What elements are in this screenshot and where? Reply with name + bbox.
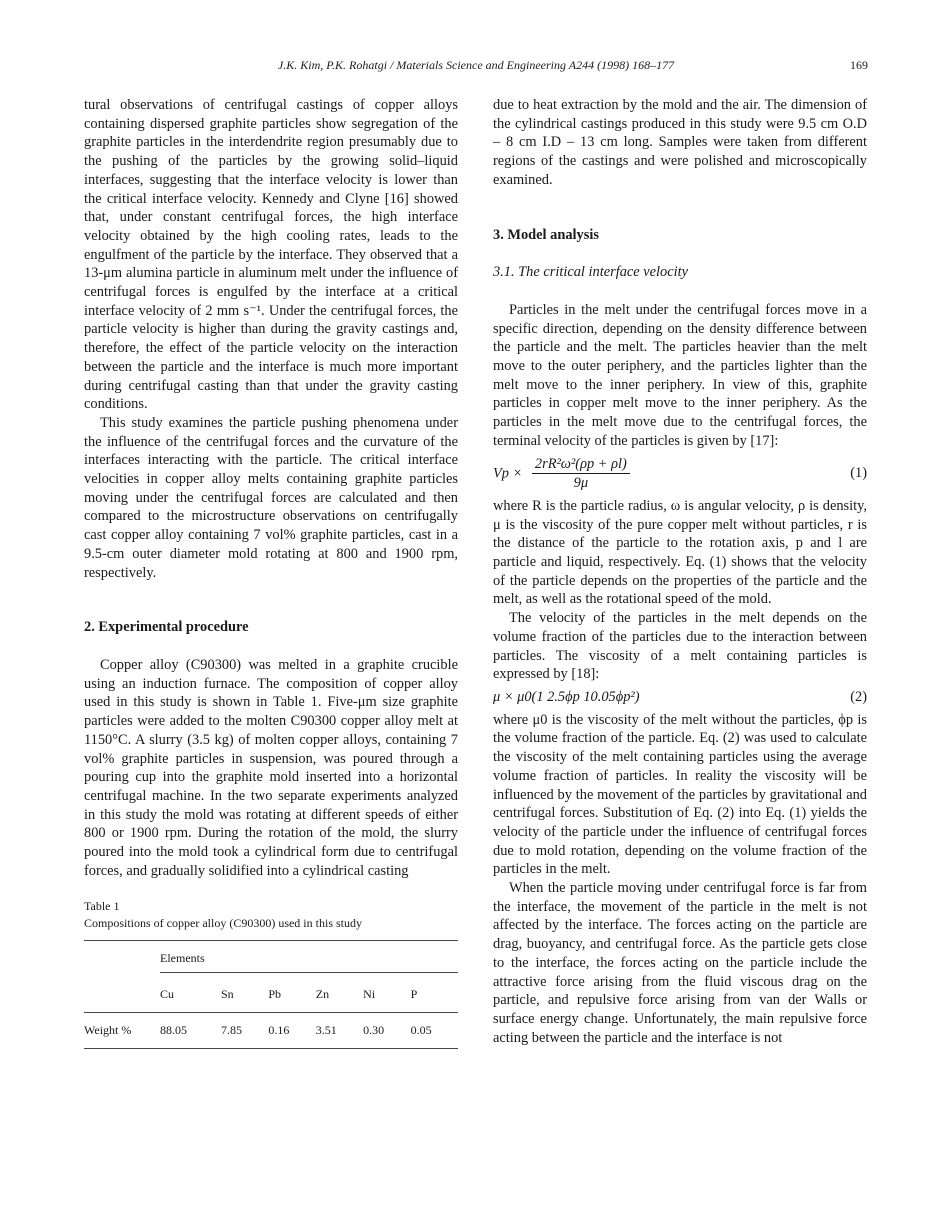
left-column [84, 96, 458, 1049]
composition-table [84, 940, 458, 1048]
equation-number: (2) [850, 688, 867, 705]
table-cell: 7.85 [221, 1012, 268, 1048]
paragraph: where μ0 is the viscosity of the melt without the particles, ϕp is the volume fraction of the particle. Eq. (2) was used to calculate the viscosity of the melt containing particles using the average volume fraction of particles. In reality the viscosity will be influenced by the movement of the particles by gravitational and centrifugal forces. Substitution of Eq. (2) into Eq. (1) yields the velocity of the particle under the influence of centrifugal forces due to mold rotation, depending on the volume fraction of the particles in the melt. [493, 711, 867, 878]
page-header [84, 58, 868, 78]
table-col-header: Sn [221, 973, 268, 1013]
paragraph: Copper alloy (C90300) was melted in a graphite crucible using an induction furnace. The composition of copper alloy used in this study is shown in Table 1. Five-μm size graphite particles were added to the molten C90300 copper alloy melt at 1150°C. A slurry (3.5 kg) of molten copper alloys, containing 7 vol% graphite particles in suspension, was poured through a pouring cup into the graphite mold inserted into a horizontal centrifugal machine. In the two separate experiments analyzed in this study the mold was rotating at different speeds of either 800 or 1900 rpm. During the rotation of the mold, the slurry poured into the mold took a cylindrical form due to centrifugal forces, and gradually solidified into a cylindrical casting [84, 656, 458, 879]
table-col-header: Pb [268, 973, 315, 1013]
table-group-header: Elements [160, 941, 458, 973]
table-col-header: Cu [160, 973, 221, 1013]
paragraph: When the particle moving under centrifugal force is far from the interface, the movement of the particle in the melt is not affected by the interface. The forces acting on the particle are drag, buoyancy, and centrifugal force. As the particle gets close to the interface, the forces acting on the particle include the attractive force arising from the fluid viscous drag on the particle, and repulsive force arising from van der Walls or surface energy change. Unfortunately, the main repulsive force acting between the particle and the interface is not [493, 880, 867, 1046]
equation-body: μ × μ0(1 2.5ϕp 10.05ϕp²) [493, 688, 640, 705]
equation-numerator: 2rR²ω²(ρp + ρl) [532, 455, 630, 475]
equation-2 [493, 688, 867, 707]
equation-lhs: Vp × [493, 465, 523, 482]
table-col-header: P [411, 973, 458, 1013]
table-cell: 0.16 [268, 1012, 315, 1048]
table-row-label: Weight % [84, 1012, 160, 1048]
paragraph: tural observations of centrifugal castings of copper alloys containing dispersed graphite particles show segregation of the graphite particles in the interdendrite region presumably due to the pushing of the particles by the growing solid–liquid interfaces, suggesting that the interface velocity is lower than the critical interface velocity. Kennedy and Clyne [16] showed that, under constant centrifugal forces, the high interface velocity obtained by the high cooling rates, leads to the engulfment of the particle by the interface. They observed that a 13-μm alumina particle in aluminum melt under the influence of centrifugal forces is engulfed by the interface at a critical interface velocity of 2 mm s⁻¹. Under the centrifugal forces, the particle velocity is higher than during the gravity castings and, therefore, the effect of the particle velocity on the interaction between the particle and the interface is much more important during centrifugal casting than that under the gravity casting conditions. [84, 97, 458, 413]
equation-1 [493, 455, 867, 493]
equation-denominator: 9μ [573, 475, 589, 492]
table-cell: 0.05 [411, 1012, 458, 1048]
paragraph: The velocity of the particles in the melt depends on the volume fraction of the particles due to the interaction between particles. The viscosity of a melt containing particles is expressed by [18]: [493, 610, 867, 683]
table-col-header: Ni [363, 973, 410, 1013]
section-heading: 3. Model analysis [493, 226, 599, 243]
page-number: 169 [850, 58, 868, 72]
table-title: Compositions of copper alloy (C90300) used in this study [84, 916, 362, 931]
paragraph: Particles in the melt under the centrifugal forces move in a specific direction, depending on the density difference between the particle and the melt. The particles heavier than the melt move to the outer periphery, and the particles lighter than the melt move to the inner periphery. In view of this, graphite particles in copper melt move to the inner periphery. As the particles in the melt move due to the centrifugal forces, the terminal velocity of the particles is given by [17]: [493, 301, 867, 449]
section-heading: 2. Experimental procedure [84, 619, 249, 636]
table-cell: 0.30 [363, 1012, 410, 1048]
paragraph: This study examines the particle pushing phenomena under the influence of the centrifugal forces and the curvature of the interfaces interacting with the particle. The critical interface velocities in copper alloy melts containing graphite particles moving under the centrifugal forces are calculated and then compared to the microstructure observations on centrifugally cast copper alloy containing 7 vol% graphite particles, cast in a 9.5-cm outer diameter mold rotating at 800 and 1900 rpm, respectively. [84, 414, 458, 581]
table-label: Table 1 [84, 899, 120, 914]
equation-number: (1) [850, 465, 867, 482]
running-title: J.K. Kim, P.K. Rohatgi / Materials Science and Engineering A244 (1998) 168–177 [277, 58, 675, 72]
table-col-header: Zn [316, 973, 363, 1013]
right-column [493, 96, 867, 1047]
table-caption [84, 898, 458, 932]
table-cell: 88.05 [160, 1012, 221, 1048]
subsection-heading: 3.1. The critical interface velocity [493, 264, 689, 281]
table-cell: 3.51 [316, 1012, 363, 1048]
paragraph: where R is the particle radius, ω is angular velocity, ρ is density, μ is the viscosity of the pure copper melt without particles, r is the distance of the particle to the rotation axis, p and l are particle and liquid, respectively. Eq. (1) shows that the velocity of the particle depends on the properties of the particle and the melt, as well as the rotational speed of the mold. [493, 497, 867, 608]
paragraph: due to heat extraction by the mold and the air. The dimension of the cylindrical castings produced in this study were 9.5 cm O.D – 8 cm I.D – 13 cm long. Samples were taken from different regions of the castings and were polished and microscopically examined. [493, 97, 867, 188]
